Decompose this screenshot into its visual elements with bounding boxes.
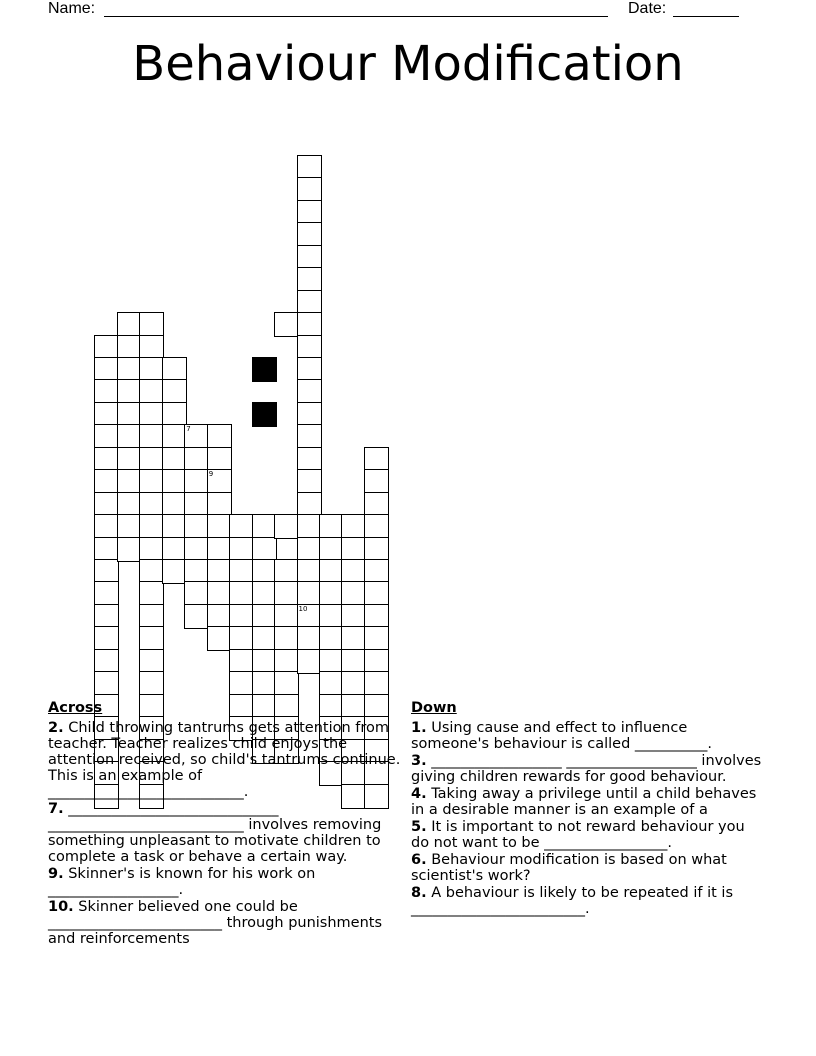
grid-cell[interactable] <box>117 402 142 427</box>
grid-cell[interactable] <box>94 469 119 494</box>
clue-text: Skinner's is known for his work on __________________. <box>48 866 316 898</box>
grid-cell[interactable] <box>162 447 187 472</box>
grid-cell[interactable] <box>364 649 389 674</box>
clue-label: 2. <box>48 720 64 736</box>
grid-cell[interactable] <box>117 537 142 562</box>
grid-cell[interactable] <box>297 537 322 562</box>
grid-cell[interactable] <box>252 581 277 606</box>
grid-cell[interactable] <box>117 469 142 494</box>
grid-cell[interactable] <box>297 379 322 404</box>
grid-cell[interactable] <box>117 447 142 472</box>
clue-text: It is important to not reward behaviour you do not want to be _________________. <box>411 819 745 851</box>
grid-cell[interactable] <box>274 312 299 337</box>
clue-label: 8. <box>411 885 427 901</box>
grid-cell[interactable] <box>139 671 164 696</box>
grid-cell[interactable] <box>341 649 366 674</box>
down-clues <box>411 700 766 918</box>
grid-cell[interactable] <box>94 604 119 629</box>
grid-cell[interactable] <box>162 537 187 562</box>
grid-cell[interactable] <box>94 626 119 651</box>
grid-cell[interactable] <box>94 581 119 606</box>
black-cell <box>252 402 277 427</box>
grid-cell[interactable] <box>117 335 142 360</box>
grid-cell[interactable] <box>139 514 164 539</box>
grid-cell[interactable] <box>139 402 164 427</box>
grid-cell[interactable] <box>229 581 254 606</box>
clue-text: Skinner believed one could be ________________________ through punishments and reinforcements <box>48 899 383 947</box>
grid-cell[interactable] <box>252 537 277 562</box>
grid-cell[interactable] <box>319 581 344 606</box>
grid-cell[interactable] <box>207 424 232 449</box>
grid-cell[interactable] <box>341 581 366 606</box>
grid-cell[interactable] <box>297 335 322 360</box>
clue-label: 6. <box>411 852 427 868</box>
grid-cell[interactable] <box>252 559 277 584</box>
clue-label: 10. <box>48 899 74 915</box>
grid-cell[interactable] <box>139 604 164 629</box>
grid-cell[interactable] <box>297 155 322 180</box>
grid-cell[interactable] <box>117 379 142 404</box>
grid-cell[interactable] <box>364 559 389 584</box>
grid-cell[interactable] <box>297 626 322 651</box>
across-clue <box>48 866 402 898</box>
grid-cell[interactable] <box>207 559 232 584</box>
grid-cell[interactable] <box>94 357 119 382</box>
clue-number: 7 <box>186 425 191 434</box>
grid-cell[interactable] <box>207 626 232 651</box>
grid-cell[interactable] <box>229 649 254 674</box>
grid-cell[interactable] <box>364 604 389 629</box>
header <box>48 0 748 20</box>
grid-cell[interactable] <box>207 469 232 494</box>
grid-cell[interactable] <box>341 604 366 629</box>
across-clue <box>48 801 402 865</box>
grid-cell[interactable] <box>139 335 164 360</box>
grid-cell[interactable] <box>297 222 322 247</box>
across-heading: Across <box>48 700 103 716</box>
grid-cell[interactable] <box>94 424 119 449</box>
clue-label: 9. <box>48 866 64 882</box>
name-field[interactable] <box>104 0 608 17</box>
grid-cell[interactable] <box>229 537 254 562</box>
clue-text: _____________________________ ___________________________ involves removing something unpleasant to motivate children to complete a task or behave a certain way. <box>48 801 382 865</box>
grid-cell[interactable] <box>297 312 322 337</box>
grid-cell[interactable] <box>297 402 322 427</box>
grid-cell[interactable] <box>319 671 344 696</box>
grid-cell[interactable] <box>297 424 322 449</box>
grid-cell[interactable] <box>207 514 232 539</box>
grid-cell[interactable] <box>297 492 322 517</box>
date-label: Date: <box>628 0 667 17</box>
grid-cell[interactable] <box>94 402 119 427</box>
clue-label: 3. <box>411 753 427 769</box>
page-title: Behaviour Modification <box>132 36 684 92</box>
down-clue <box>411 819 766 851</box>
grid-cell[interactable] <box>139 469 164 494</box>
grid-cell[interactable] <box>274 671 299 696</box>
grid-cell[interactable] <box>364 492 389 517</box>
grid-cell[interactable] <box>364 469 389 494</box>
grid-cell[interactable] <box>252 671 277 696</box>
grid-cell[interactable] <box>364 537 389 562</box>
clue-number: 10 <box>298 604 308 613</box>
date-field[interactable] <box>673 0 739 17</box>
grid-cell[interactable] <box>297 469 322 494</box>
grid-cell[interactable] <box>94 447 119 472</box>
grid-cell[interactable] <box>207 537 232 562</box>
grid-cell[interactable] <box>184 424 209 449</box>
grid-cell[interactable] <box>297 267 322 292</box>
clue-text: Taking away a privilege until a child behaves in a desirable manner is an example of a <box>411 786 757 818</box>
grid-cell[interactable] <box>319 649 344 674</box>
grid-cell[interactable] <box>94 671 119 696</box>
down-clue <box>411 786 766 818</box>
grid-cell[interactable] <box>94 649 119 674</box>
grid-cell[interactable] <box>297 447 322 472</box>
grid-cell[interactable] <box>252 649 277 674</box>
down-clue <box>411 885 766 917</box>
grid-cell[interactable] <box>252 514 277 539</box>
grid-cell[interactable] <box>184 447 209 472</box>
across-clue <box>48 899 402 947</box>
grid-cell[interactable] <box>319 604 344 629</box>
grid-cell[interactable] <box>94 379 119 404</box>
grid-cell[interactable] <box>139 559 164 584</box>
grid-cell[interactable] <box>364 581 389 606</box>
grid-cell[interactable] <box>341 559 366 584</box>
grid-cell[interactable] <box>162 514 187 539</box>
grid-cell[interactable] <box>94 559 119 584</box>
clue-label: 5. <box>411 819 427 835</box>
grid-cell[interactable] <box>341 537 366 562</box>
grid-cell[interactable] <box>94 335 119 360</box>
down-clue <box>411 720 766 752</box>
grid-cell[interactable] <box>117 492 142 517</box>
clue-text: Using cause and effect to influence someone's behaviour is called __________. <box>411 720 712 752</box>
grid-cell[interactable] <box>162 402 187 427</box>
grid-cell[interactable] <box>297 581 322 606</box>
grid-cell[interactable] <box>364 671 389 696</box>
grid-cell[interactable] <box>207 492 232 517</box>
grid-cell[interactable] <box>274 514 299 539</box>
grid-cell[interactable] <box>319 514 344 539</box>
grid-cell[interactable] <box>117 514 142 539</box>
grid-cell[interactable] <box>139 649 164 674</box>
grid-cell[interactable] <box>207 581 232 606</box>
grid-cell[interactable] <box>341 514 366 539</box>
grid-cell[interactable] <box>184 514 209 539</box>
grid-cell[interactable] <box>319 537 344 562</box>
grid-cell[interactable] <box>139 537 164 562</box>
across-clue-list <box>48 720 402 947</box>
grid-cell[interactable] <box>274 559 299 584</box>
grid-cell[interactable] <box>229 671 254 696</box>
grid-cell[interactable] <box>274 581 299 606</box>
grid-cell[interactable] <box>252 626 277 651</box>
grid-cell[interactable] <box>162 379 187 404</box>
grid-cell[interactable] <box>184 559 209 584</box>
grid-cell[interactable] <box>229 626 254 651</box>
grid-cell[interactable] <box>162 469 187 494</box>
black-cell <box>252 357 277 382</box>
across-clues <box>48 700 402 948</box>
clue-text: Child throwing tantrums gets attention from teacher. Teacher realizes child enjoys the attention received, so child's tantrums continue. This is an example of ___________________________. <box>48 720 401 800</box>
grid-cell[interactable] <box>252 604 277 629</box>
grid-cell[interactable] <box>319 626 344 651</box>
clue-label: 4. <box>411 786 427 802</box>
clue-number: 9 <box>208 470 214 479</box>
grid-cell[interactable] <box>364 626 389 651</box>
grid-cell[interactable] <box>184 469 209 494</box>
grid-cell[interactable] <box>341 626 366 651</box>
grid-cell[interactable] <box>297 245 322 270</box>
grid-cell[interactable] <box>297 200 322 225</box>
grid-cell[interactable] <box>139 447 164 472</box>
grid-cell[interactable] <box>162 424 187 449</box>
grid-cell[interactable] <box>184 581 209 606</box>
grid-cell[interactable] <box>184 604 209 629</box>
down-clue <box>411 753 766 785</box>
grid-cell[interactable] <box>139 581 164 606</box>
clue-text: A behaviour is likely to be repeated if it is ________________________. <box>411 885 733 917</box>
grid-cell[interactable] <box>162 559 187 584</box>
grid-cell[interactable] <box>229 514 254 539</box>
grid-cell[interactable] <box>297 290 322 315</box>
grid-cell[interactable] <box>184 537 209 562</box>
down-heading: Down <box>411 700 457 716</box>
grid-cell[interactable] <box>297 604 322 629</box>
grid-cell[interactable] <box>139 357 164 382</box>
grid-cell[interactable] <box>229 559 254 584</box>
grid-cell[interactable] <box>162 492 187 517</box>
grid-cell[interactable] <box>364 514 389 539</box>
grid-cell[interactable] <box>364 447 389 472</box>
grid-cell[interactable] <box>139 492 164 517</box>
grid-cell[interactable] <box>94 492 119 517</box>
grid-cell[interactable] <box>184 492 209 517</box>
grid-cell[interactable] <box>319 559 344 584</box>
down-clue <box>411 852 766 884</box>
clue-label: 7. <box>48 801 64 817</box>
grid-cell[interactable] <box>297 649 322 674</box>
grid-cell[interactable] <box>297 177 322 202</box>
grid-cell[interactable] <box>94 514 119 539</box>
clue-label: 1. <box>411 720 427 736</box>
grid-cell[interactable] <box>117 312 142 337</box>
grid-cell[interactable] <box>117 357 142 382</box>
grid-cell[interactable] <box>297 514 322 539</box>
name-label: Name: <box>48 0 96 17</box>
grid-cell[interactable] <box>117 424 142 449</box>
clue-text: __________________ __________________ involves giving children rewards for good behaviour. <box>411 753 762 785</box>
grid-cell[interactable] <box>297 357 322 382</box>
grid-cell[interactable] <box>207 447 232 472</box>
clue-text: Behaviour modification is based on what scientist's work? <box>411 852 727 884</box>
grid-cell[interactable] <box>274 649 299 674</box>
grid-cell[interactable] <box>139 312 164 337</box>
grid-cell[interactable] <box>139 626 164 651</box>
grid-cell[interactable] <box>139 424 164 449</box>
grid-cell[interactable] <box>207 604 232 629</box>
grid-cell[interactable] <box>162 357 187 382</box>
grid-cell[interactable] <box>139 379 164 404</box>
grid-cell[interactable] <box>341 671 366 696</box>
grid-cell[interactable] <box>229 604 254 629</box>
grid-cell[interactable] <box>274 604 299 629</box>
across-clue <box>48 720 402 800</box>
grid-cell[interactable] <box>274 626 299 651</box>
grid-cell[interactable] <box>94 537 119 562</box>
down-clue-list <box>411 720 766 917</box>
grid-cell[interactable] <box>297 559 322 584</box>
